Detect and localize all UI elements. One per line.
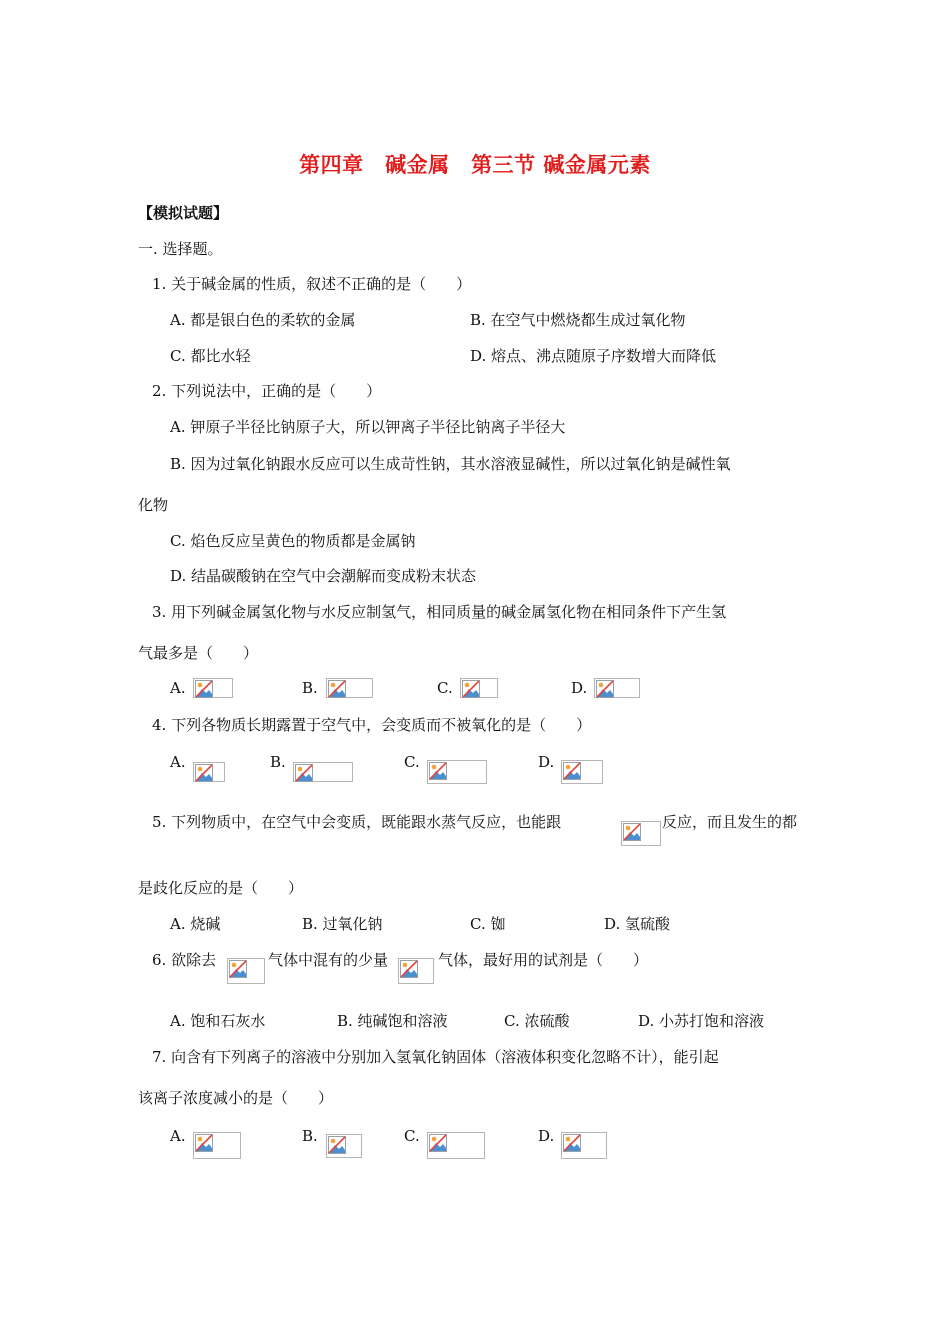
q6-option-d: D. 小苏打饱和溶液 — [638, 1012, 765, 1030]
q2-option-b-line2: 化物 — [138, 496, 169, 514]
q2-option-a: A. 钾原子半径比钠原子大，所以钾离子半径比钠离子半径大 — [170, 418, 566, 436]
q2-option-d: D. 结晶碳酸钠在空气中会潮解而变成粉末状态 — [170, 567, 477, 585]
q6-option-b: B. 纯碱饱和溶液 — [337, 1012, 448, 1030]
q5-stem-line1-part1: 5. 下列物质中，在空气中会变质，既能跟水蒸气反应，也能跟 — [152, 813, 562, 831]
q3-option-a: A. — [170, 679, 186, 697]
broken-image-icon — [427, 760, 487, 784]
broken-image-icon — [561, 760, 603, 784]
q5-option-b: B. 过氧化钠 — [302, 915, 383, 933]
page-title: 第四章 碱金属 第三节 碱金属元素 — [299, 153, 651, 177]
broken-image-icon — [227, 958, 265, 984]
broken-image-icon — [326, 678, 373, 698]
q5-option-d: D. 氢硫酸 — [604, 915, 671, 933]
q7-option-c: C. — [404, 1127, 420, 1145]
q7-option-d: D. — [538, 1127, 555, 1145]
q3-option-d: D. — [571, 679, 588, 697]
q4-option-a: A. — [170, 753, 186, 771]
q6-stem-part3: 气体，最好用的试剂是（ ） — [438, 951, 649, 969]
q1-option-a: A. 都是银白色的柔软的金属 — [170, 311, 356, 329]
q2-option-c: C. 焰色反应呈黄色的物质都是金属钠 — [170, 532, 416, 550]
q5-stem-line2: 是歧化反应的是（ ） — [138, 879, 304, 897]
broken-image-icon — [561, 1132, 607, 1159]
broken-image-icon — [193, 1132, 241, 1159]
broken-image-icon — [460, 678, 498, 698]
q1-option-d: D. 熔点、沸点随原子序数增大而降低 — [470, 347, 717, 365]
broken-image-icon — [293, 762, 353, 782]
broken-image-icon — [326, 1134, 362, 1158]
broken-image-icon — [621, 821, 661, 846]
q3-stem-line1: 3. 用下列碱金属氢化物与水反应制氢气，相同质量的碱金属氢化物在相同条件下产生氢 — [152, 603, 727, 621]
q1-option-c: C. 都比水轻 — [170, 347, 251, 365]
q5-stem-line1-part2: 反应，而且发生的都 — [662, 813, 798, 831]
q1-option-b: B. 在空气中燃烧都生成过氧化物 — [470, 311, 686, 329]
q2-option-b-line1: B. 因为过氧化钠跟水反应可以生成苛性钠，其水溶液显碱性，所以过氧化钠是碱性氧 — [170, 455, 731, 473]
q5-option-c: C. 铷 — [470, 915, 506, 933]
q6-option-c: C. 浓硫酸 — [504, 1012, 570, 1030]
q7-option-a: A. — [170, 1127, 186, 1145]
q4-stem: 4. 下列各物质长期露置于空气中，会变质而不被氧化的是（ ） — [152, 716, 592, 734]
part-heading: 一. 选择题。 — [138, 240, 223, 258]
q6-stem-part1: 6. 欲除去 — [152, 951, 217, 969]
broken-image-icon — [398, 958, 434, 984]
broken-image-icon — [594, 678, 640, 698]
q6-option-a: A. 饱和石灰水 — [170, 1012, 266, 1030]
broken-image-icon — [193, 762, 225, 782]
q7-stem-line1: 7. 向含有下列离子的溶液中分别加入氢氧化钠固体（溶液体积变化忽略不计），能引起 — [152, 1048, 719, 1066]
q3-stem-line2: 气最多是（ ） — [138, 644, 259, 662]
q5-option-a: A. 烧碱 — [170, 915, 221, 933]
q4-option-c: C. — [404, 753, 420, 771]
q3-option-b: B. — [302, 679, 318, 697]
q2-stem: 2. 下列说法中，正确的是（ ） — [152, 382, 382, 400]
q4-option-d: D. — [538, 753, 555, 771]
q6-stem-part2: 气体中混有的少量 — [268, 951, 389, 969]
broken-image-icon — [427, 1132, 485, 1159]
q4-option-b: B. — [270, 753, 286, 771]
q3-option-c: C. — [437, 679, 453, 697]
q1-stem: 1. 关于碱金属的性质，叙述不正确的是（ ） — [152, 275, 472, 293]
broken-image-icon — [193, 678, 233, 698]
section-heading: 【模拟试题】 — [138, 204, 229, 222]
q7-option-b: B. — [302, 1127, 318, 1145]
q7-stem-line2: 该离子浓度减小的是（ ） — [138, 1089, 334, 1107]
